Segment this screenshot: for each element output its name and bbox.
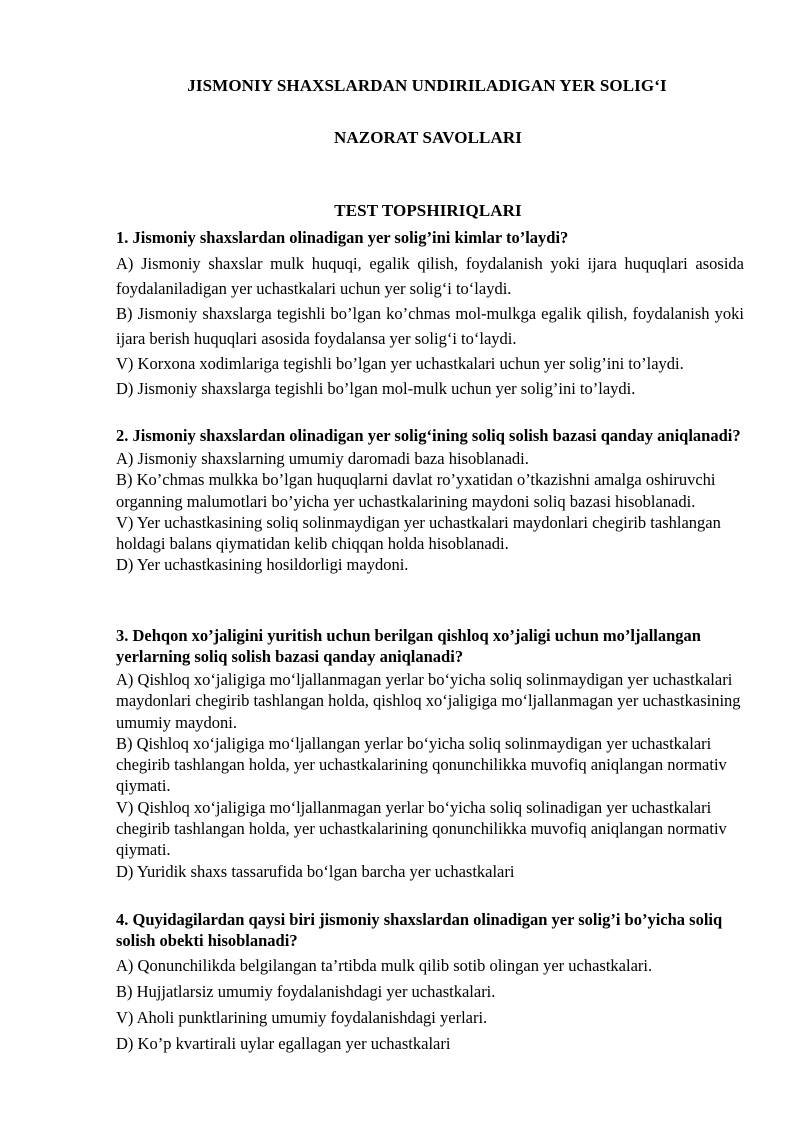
question-text: 1. Jismoniy shaxslardan olinadigan yer solig’ini kimlar to’laydi? xyxy=(116,228,569,247)
answer-option-a: A) Jismoniy shaxslar mulk huquqi, egalik qilish, foydalanish yoki ijara huquqlari asosida foydalaniladigan yer uchastkalari uchun yer solig‘i to‘laydi. xyxy=(116,254,744,298)
question-1 xyxy=(116,227,744,401)
question-2 xyxy=(116,425,744,576)
answer-option-v: V) Korxona xodimlariga tegishli bo’lgan yer uchastkalari uchun yer solig’ini to’laydi. xyxy=(116,354,684,373)
section-heading-test: TEST TOPSHIRIQLARI xyxy=(334,201,522,220)
answer-option-v: V) Qishloq xo‘jaligiga mo‘ljallanmagan yerlar bo‘yicha soliq solinadigan yer uchastkalari chegirib tashlangan holda, yer uchastkalarining qonunchilikka muvofiq aniqlangan normativ qiymati. xyxy=(116,797,727,860)
answer-option-a: A) Jismoniy shaxslarning umumiy daromadi baza hisoblanadi. xyxy=(116,449,529,468)
question-text: 2. Jismoniy shaxslardan olinadigan yer solig‘ining soliq solish bazasi qanday aniqlanadi? xyxy=(116,426,741,445)
question-3 xyxy=(116,625,744,882)
answer-option-v: V) Yer uchastkasining soliq solinmaydigan yer uchastkalari maydonlari chegirib tashlangan holdagi balans qiymatidan kelib chiqqan holda hisoblanadi. xyxy=(116,512,721,554)
section-heading-nazorat: NAZORAT SAVOLLARI xyxy=(334,128,522,147)
answer-option-v: V) Aholi punktlarining umumiy foydalanishdagi yerlari. xyxy=(116,1008,488,1027)
answer-option-a: A) Qonunchilikda belgilangan ta’rtibda mulk qilib sotib olingan yer uchastkalari. xyxy=(116,956,653,975)
question-text: 3. Dehqon xo’jaligini yuritish uchun berilgan qishloq xo’jaligi uchun mo’ljallangan yerlarning soliq solish bazasi qanday aniqlanadi? xyxy=(116,626,701,666)
answer-option-d: D) Yer uchastkasining hosildorligi maydoni. xyxy=(116,555,409,575)
answer-option-b: B) Jismoniy shaxslarga tegishli bo’lgan ko’chmas mol-mulkga egalik qilish, foydalanish yoki ijara berish huquqlari asosida foydalansa yer solig‘i to‘laydi. xyxy=(116,304,744,348)
answer-option-d: D) Yuridik shaxs tassarufida bo‘lgan barcha yer uchastkalari xyxy=(116,861,515,881)
answer-option-b: B) Qishloq xo‘jaligiga mo‘ljallangan yerlar bo‘yicha soliq solinmaydigan yer uchastkalari chegirib tashlangan holda, yer uchastkalarining qonunchilikka muvofiq aniqlangan normativ qiymati. xyxy=(116,733,727,796)
answer-option-b: B) Hujjatlarsiz umumiy foydalanishdagi yer uchastkalari. xyxy=(116,982,496,1001)
question-4 xyxy=(116,909,744,1057)
answer-option-d: D) Ko’p kvartirali uylar egallagan yer uchastkalari xyxy=(116,1034,451,1053)
answer-option-a: A) Qishloq xo‘jaligiga mo‘ljallanmagan yerlar bo‘yicha soliq solinmaydigan yer uchastkalari maydonlari chegirib tashlangan holda, qishloq xo‘jaligiga mo‘ljallanmagan yer uchastkasining umumiy maydoni. xyxy=(116,670,741,732)
answer-option-b: B) Ko’chmas mulkka bo’lgan huquqlarni davlat ro’yxatidan o’tkazishni amalga oshiruvchi organning malumotlari bo’yicha yer uchastkalarining maydoni soliq bazasi hisoblanadi. xyxy=(116,470,716,511)
document-title: JISMONIY SHAXSLARDAN UNDIRILADIGAN YER SOLIG‘I xyxy=(187,76,667,95)
answer-option-d: D) Jismoniy shaxslarga tegishli bo’lgan mol-mulk uchun yer solig’ini to’laydi. xyxy=(116,379,636,398)
question-text: 4. Quyidagilardan qaysi biri jismoniy shaxslardan olinadigan yer solig’i bo’yicha soliq solish obekti hisoblanadi? xyxy=(116,910,723,950)
